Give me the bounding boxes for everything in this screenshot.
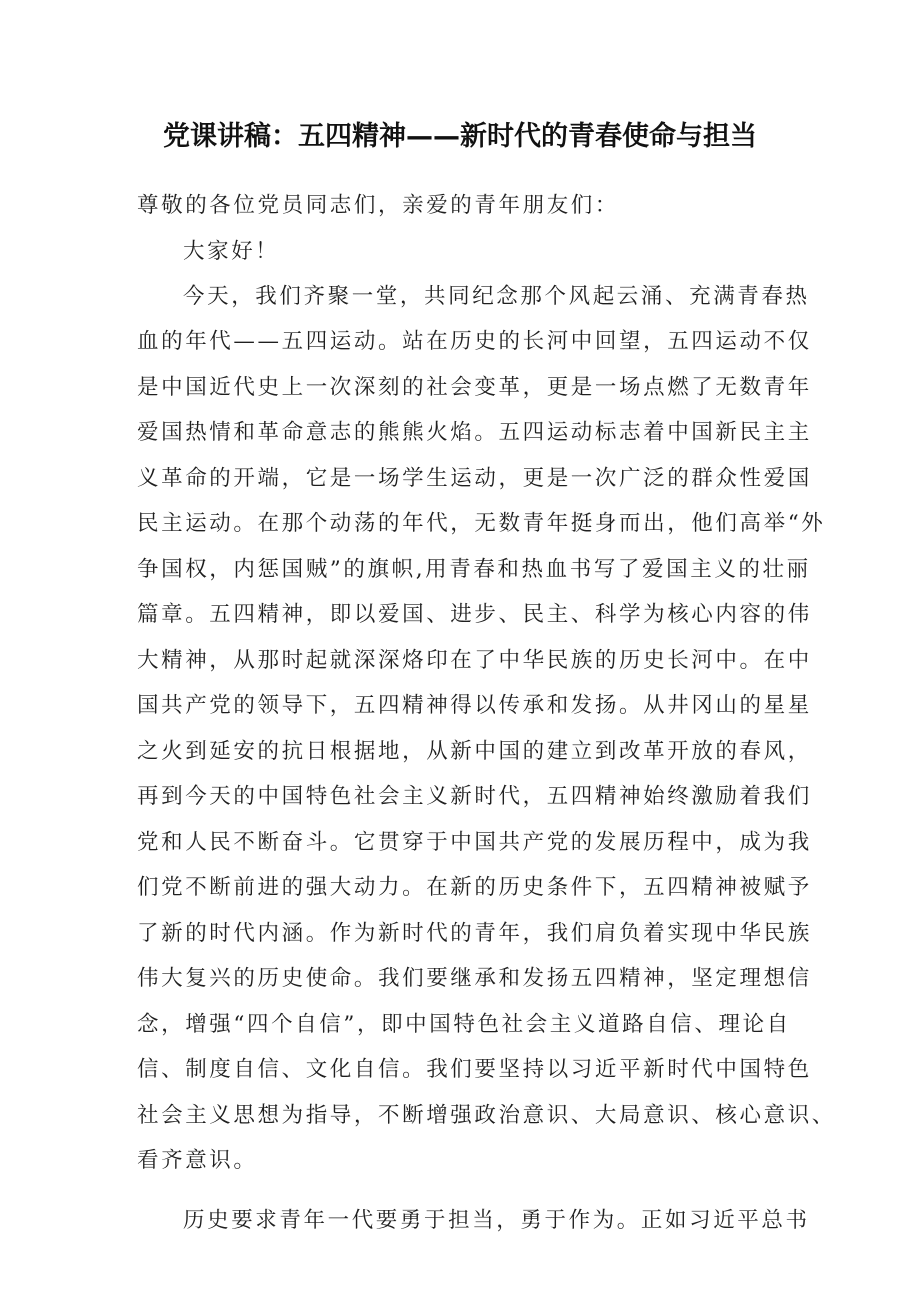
paragraph-1-line: 信、制度自信、文化自信。我们要坚持以习近平新时代中国特色 <box>137 1057 812 1082</box>
paragraph-1-line: 争国权，内惩国贼”的旗帜,用青春和热血书写了爱国主义的壮丽 <box>137 557 811 582</box>
paragraph-1-line: 伟大复兴的历史使命。我们要继承和发扬五四精神，坚定理想信 <box>137 966 812 991</box>
document-title: 党课讲稿：五四精神——新时代的青春使命与担当 <box>163 121 757 152</box>
paragraph-1-line: 血的年代——五四运动。站在历史的长河中回望，五四运动不仅 <box>137 329 812 354</box>
paragraph-1-line: 爱国热情和革命意志的熊熊火焰。五四运动标志着中国新民主主 <box>137 420 812 445</box>
paragraph-1-line: 篇章。五四精神，即以爱国、进步、民主、科学为核心内容的伟 <box>137 602 812 627</box>
greeting: 大家好！ <box>183 239 280 264</box>
paragraph-1-line: 念，增强“四个自信”，即中国特色社会主义道路自信、理论自 <box>137 1012 791 1037</box>
paragraph-1-line: 们党不断前进的强大动力。在新的历史条件下，五四精神被赋予 <box>137 875 812 900</box>
paragraph-1-line: 义革命的开端，它是一场学生运动，更是一次广泛的群众性爱国 <box>137 466 812 491</box>
paragraph-2-line: 历史要求青年一代要勇于担当，勇于作为。正如习近平总书 <box>183 1208 810 1233</box>
paragraph-1-line: 党和人民不断奋斗。它贯穿于中国共产党的发展历程中，成为我 <box>137 830 812 855</box>
paragraph-1-line: 今天，我们齐聚一堂，共同纪念那个风起云涌、充满青春热 <box>183 284 810 309</box>
paragraph-1-line: 再到今天的中国特色社会主义新时代，五四精神始终激励着我们 <box>137 784 812 809</box>
paragraph-1-line: 了新的时代内涵。作为新时代的青年，我们肩负着实现中华民族 <box>137 921 812 946</box>
paragraph-1-line: 民主运动。在那个动荡的年代，无数青年挺身而出，他们高举“外 <box>137 511 826 536</box>
paragraph-1-line: 国共产党的领导下，五四精神得以传承和发扬。从井冈山的星星 <box>137 693 812 718</box>
paragraph-1-line: 是中国近代史上一次深刻的社会变革，更是一场点燃了无数青年 <box>137 375 812 400</box>
paragraph-1-line: 之火到延安的抗日根据地，从新中国的建立到改革开放的春风， <box>137 739 812 764</box>
paragraph-1-line: 看齐意识。 <box>137 1148 258 1173</box>
salutation: 尊敬的各位党员同志们，亲爱的青年朋友们： <box>137 193 620 218</box>
paragraph-1-line: 社会主义思想为指导，不断增强政治意识、大局意识、核心意识、 <box>137 1103 836 1128</box>
paragraph-1-line: 大精神，从那时起就深深烙印在了中华民族的历史长河中。在中 <box>137 648 812 673</box>
